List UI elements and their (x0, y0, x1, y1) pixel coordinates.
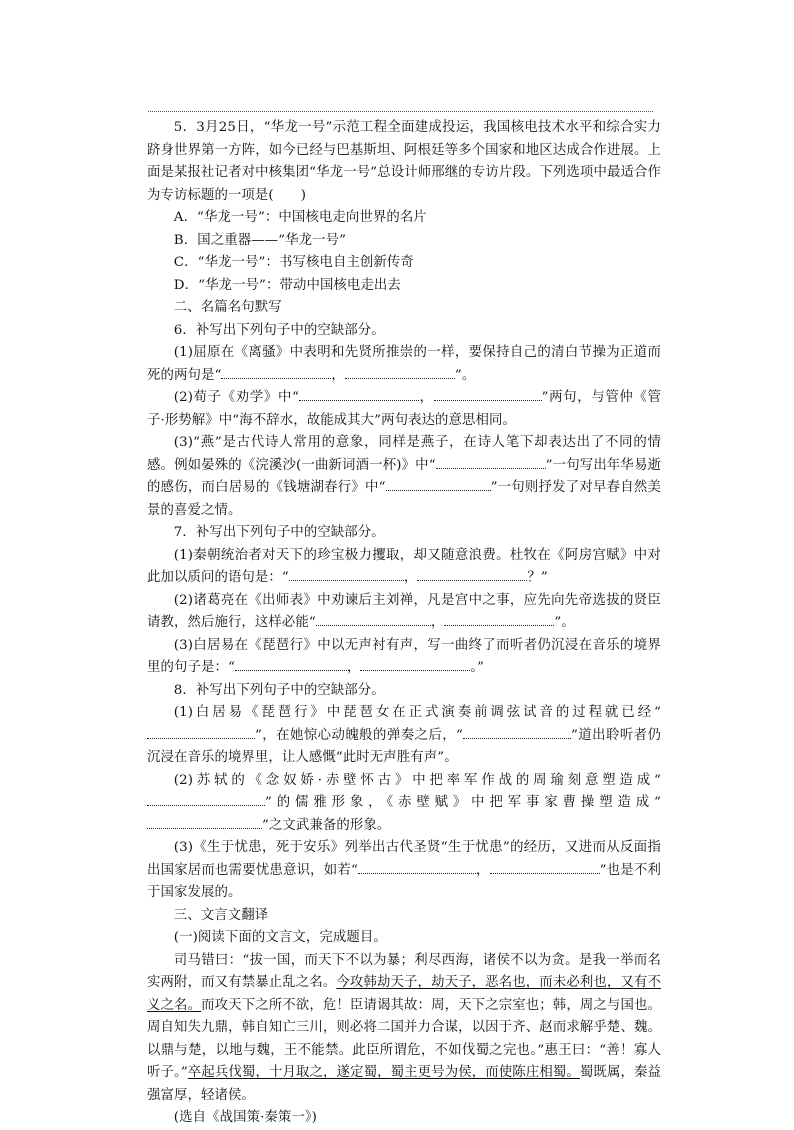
answer-blank[interactable] (360, 658, 470, 671)
answer-blank[interactable] (434, 388, 542, 401)
part-1-heading: (一)阅读下面的文言文，完成题目。 (173, 930, 387, 945)
question-5-option-b: B．国之重器——“华龙一号” (173, 232, 347, 248)
document-body (147, 117, 661, 1130)
answer-blank[interactable] (490, 861, 600, 874)
answer-blank[interactable] (444, 613, 554, 626)
question-6-item-1: (1)屈原在《离骚》中表明和先贤所推崇的一样，要保持自己的清白节操为正道而死的两句是“ ， ”。 (147, 345, 661, 383)
underlined-sentence-2: 卒起兵伐蜀，十月取之，遂定蜀，蜀主更号为侯，而使陈庄相蜀。 (187, 1065, 580, 1080)
section-3-heading: 三、文言文翻译 (173, 907, 269, 923)
answer-blank[interactable] (147, 793, 265, 806)
answer-blank[interactable] (221, 366, 331, 379)
question-6-item-3: (3)“燕”是古代诗人常用的意象，同样是燕子，在诗人笔下却表达出了不同的情感。例如晏殊的《浣溪沙(一曲新词酒一杯)》中“ ”一句写出年华易逝的感伤，而白居易的《钱塘湖春行》中“ ”一句则抒发了对早春自然美景的喜爱之情。 (147, 435, 662, 518)
section-2-heading: 二、名篇名句默写 (173, 300, 282, 315)
passage-source: (选自《战国策·秦策一》) (173, 1110, 318, 1125)
question-6-item-2: (2)荀子《劝学》中“ ， ”两句，与管仲《管子·形势解》中“海不辞水，故能成其大”两句表达的意思相同。 (147, 390, 661, 428)
question-5-option-d: D．“华龙一号”：带动中国核电走出去 (173, 277, 401, 293)
question-8-title: 8．补写出下列句子中的空缺部分。 (173, 682, 385, 698)
answer-blank[interactable] (417, 568, 527, 581)
question-5-stem: 5．3月25日，“华龙一号”示范工程全面建成投运，我国核电技术水平和综合实力跻身世界第一方阵，如今已经与巴基斯坦、阿根廷等多个国家和地区达成合作进展。上面是某报社记者对中核集团“华龙一号”总设计师邢继的专访片段。下列选项中最适合作为专访标题的一项是( ) (147, 120, 661, 203)
question-7-item-2: (2)诸葛亮在《出师表》中劝谏后主刘禅，凡是宫中之事，应先向先帝选拔的贤臣请教，然后施行，这样必能“ ， ”。 (147, 592, 661, 630)
answer-blank[interactable] (345, 366, 455, 379)
answer-blank[interactable] (289, 568, 404, 581)
question-8-item-3: (3)《生于忧患，死于安乐》列举出古代圣贤“生于忧患”的经历，又进而从反面指出国家居而也需要忧患意识，如若“ ， ”也是不利于国家发展的。 (147, 840, 661, 900)
question-7-item-3: (3)白居易在《琵琶行》中以无声衬有声，写一曲终了而听者仍沉浸在音乐的境界里的句子是：“ ， 。” (147, 637, 661, 675)
question-5-option-a: A．“华龙一号”：中国核电走向世界的名片 (173, 210, 427, 225)
question-5-option-c: C．“华龙一号”：书写核电自主创新传奇 (173, 255, 414, 270)
answer-blank[interactable] (147, 816, 262, 829)
answer-blank[interactable] (386, 478, 491, 491)
answer-blank[interactable] (299, 388, 419, 401)
question-7-title: 7．补写出下列句子中的空缺部分。 (173, 525, 385, 540)
question-7-item-1: (1)秦朝统治者对天下的珍宝极力攫取，却又随意浪费。杜牧在《阿房宫赋》中对此加以质问的语句是：“ ， ？” (147, 547, 661, 585)
answer-blank[interactable] (316, 613, 431, 626)
classical-passage: 司马错曰：“拔一国，而天下不以为暴；利尽西海，诸侯不以为贪。是我一举而名实两附，而又有禁暴止乱之名。今攻韩劫天子，劫天子，恶名也，而未必利也，又有不义之名。而攻天下之所不欲，危！臣请谒其故：周，天下之宗室也；韩，周之与国也。周自知失九鼎，韩自知亡三川，则必将二国并力合谋，以因于齐、赵而求解乎楚、魏。以鼎与楚，以地与魏，王不能禁。此臣所谓危，不如伐蜀之完也。”惠王曰：“善！寡人听子。”卒起兵伐蜀，十月取之，遂定蜀，蜀主更号为侯，而使陈庄相蜀。蜀既属，秦益强富厚，轻诸侯。 (147, 952, 661, 1103)
answer-blank[interactable] (358, 861, 476, 874)
answer-blank[interactable] (463, 726, 571, 739)
answer-blank[interactable] (436, 456, 546, 469)
top-dotted-separator (148, 111, 653, 112)
answer-blank[interactable] (235, 658, 347, 671)
question-6-title: 6．补写出下列句子中的空缺部分。 (173, 322, 385, 338)
underlined-sentence-1: 今攻韩劫天子，劫天子，恶名也，而未必利也，又有不义之名。 (147, 975, 661, 1013)
answer-blank[interactable] (147, 726, 255, 739)
question-8-item-1: (1)白居易《琵琶行》中琵琶女在正式演奏前调弦试音的过程就已经“”，在她惊心动魄般的弹奏之后，“ ”道出聆听者仍沉浸在音乐的境界里，让人感慨“此时无声胜有声”。 (147, 705, 662, 765)
question-8-item-2: (2)苏轼的《念奴娇·赤壁怀古》中把率军作战的周瑜刻意塑造成“”的儒雅形象，《赤壁赋》中把军事家曹操塑造成“”之文武兼备的形象。 (147, 770, 661, 838)
